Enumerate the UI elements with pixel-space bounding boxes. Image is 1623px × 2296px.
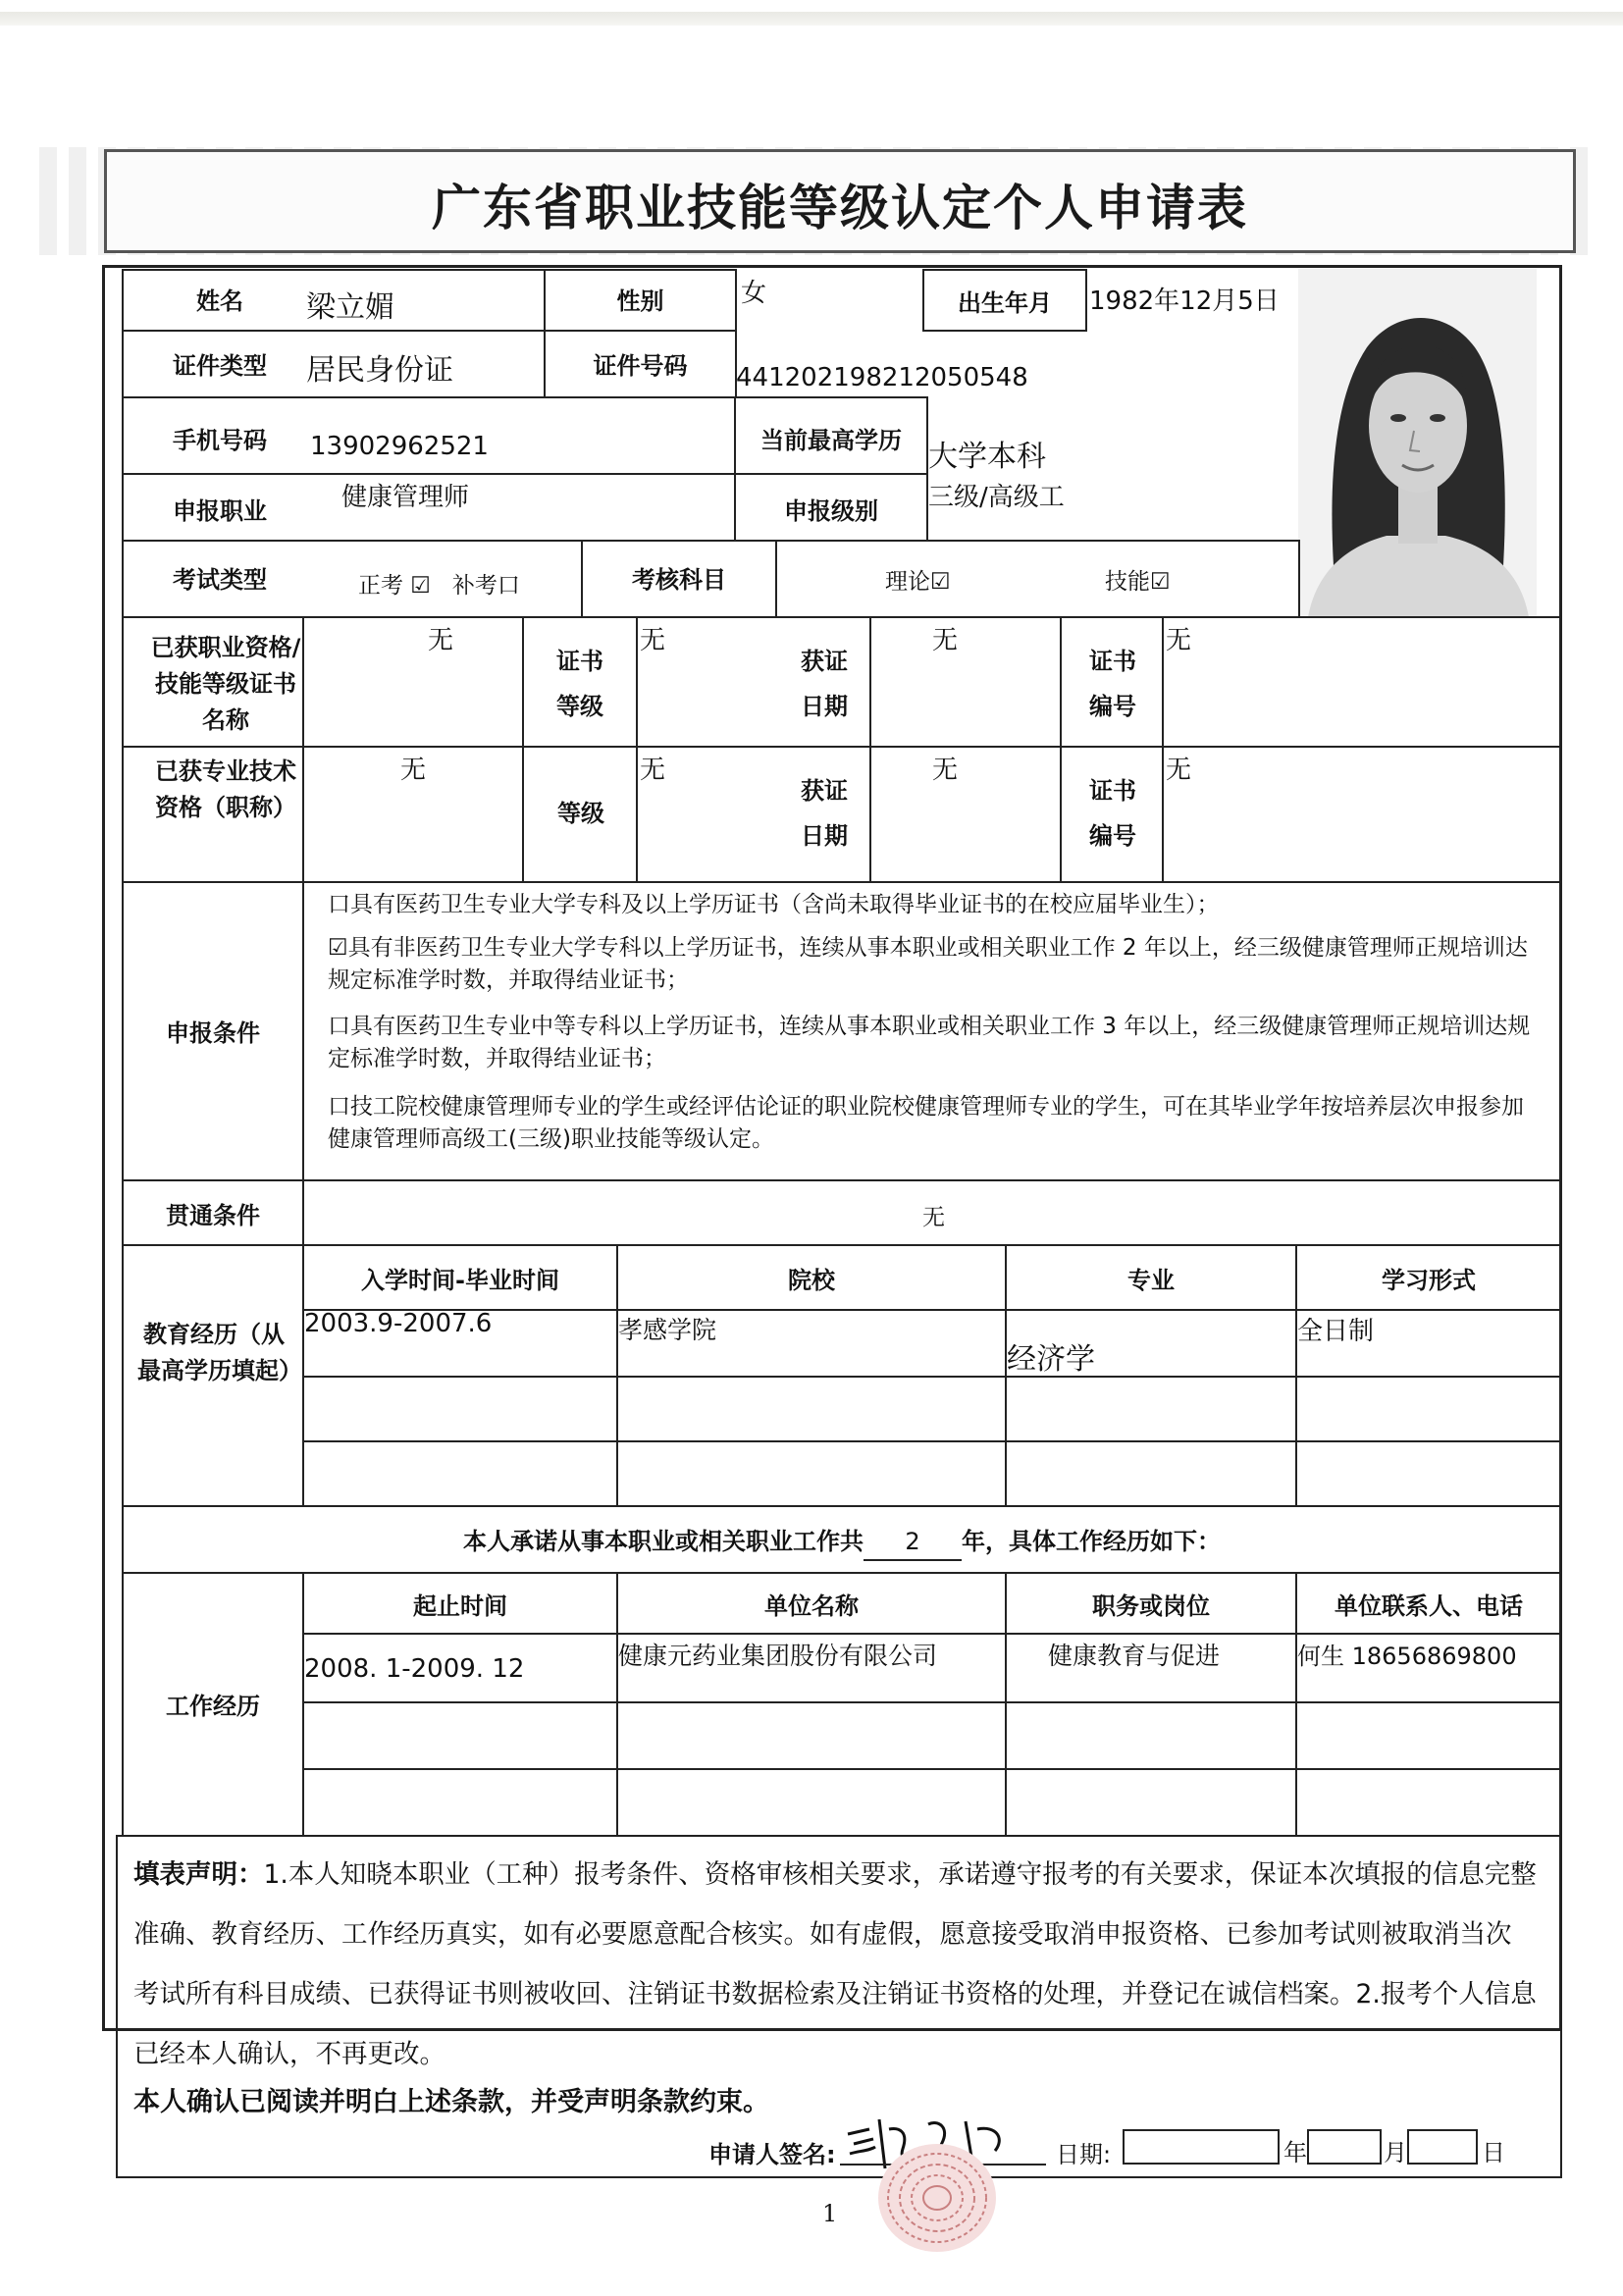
declaration-body: 1.本人知晓本职业（工种）报考条件、资格审核相关要求，承诺遵守报考的有关要求，保证本次填报的信息完整准确、教育经历、工作经历真实，如有必要愿意配合核实。如有虚假，愿意接受取消申报资格、已参加考试则被取消当次考试所有科目成绩、已获得证书则被收回、注销证书数据检索及注销证书资格的处理，并登记在诚信档案。2.报考个人信息已经本人确认，不再更改。: [133, 1859, 1537, 2069]
commit-years: [864, 1525, 962, 1561]
name-label: 姓名: [196, 287, 243, 315]
cert2-no: 无: [1166, 756, 1192, 785]
work-cell: [302, 1768, 618, 1837]
birth-value: 1982年12月5日: [1089, 287, 1280, 316]
edu-cell: [1005, 1440, 1297, 1507]
edu-row1-school: 孝感学院: [618, 1316, 717, 1344]
work-label: 工作经历: [166, 1693, 260, 1720]
declaration-confirm: 本人确认已阅读并明白上述条款，并受声明条款约束。: [133, 2087, 769, 2117]
work-header-4: 单位联系人、电话: [1335, 1592, 1523, 1620]
cert1-no-label: 证书编号: [1089, 648, 1136, 720]
date-label: 日期:: [1056, 2141, 1112, 2168]
guantong-value: 无: [922, 1205, 945, 1230]
edu-value: 大学本科: [928, 440, 1046, 474]
condition-text-4: 技工院校健康管理师专业的学生或经评估论证的职业院校健康管理师专业的学生，可在其毕业学年按培养层次申报参加健康管理师高级工(三级)职业技能等级认定。: [328, 1094, 1524, 1153]
phone-value: 13902962521: [310, 432, 489, 461]
idno-value: 441202198212050548: [736, 363, 1028, 392]
sign-label: 申请人签名:: [708, 2141, 836, 2168]
year-label: 年: [1283, 2139, 1307, 2166]
condition-item-1: [328, 889, 1544, 921]
cert2-date: 无: [932, 756, 959, 785]
commit-years-value: 2: [905, 1528, 920, 1555]
condition-text-3: 具有医药卫生专业中等专科以上学历证书，连续从事本职业或相关职业工作 3 年以上，经三级健康管理师正规培训达规定标准学时数，并取得结业证书；: [328, 1014, 1531, 1072]
guantong-label: 贯通条件: [166, 1202, 260, 1229]
work-row1-contact: 何生 18656869800: [1297, 1643, 1517, 1670]
cert1-date-label: 获证日期: [801, 648, 848, 720]
edu-cell: [1295, 1376, 1562, 1442]
cert1-name: 无: [428, 626, 454, 655]
applicant-photo: [1298, 269, 1537, 617]
job-value: 健康管理师: [341, 483, 470, 512]
jineng-label: 技能: [1105, 569, 1150, 595]
cert1-label: 已获职业资格/技能等级证书名称: [150, 634, 301, 735]
condition-mark-1: 口: [328, 892, 350, 917]
day-label: 日: [1482, 2139, 1505, 2166]
cert2-label: 已获专业技术资格（职称）: [155, 757, 296, 822]
work-cell: [1295, 1768, 1562, 1837]
condition-text-1: 具有医药卫生专业大学专科及以上学历证书（含尚未取得毕业证书的在校应届毕业生）；: [350, 892, 1220, 917]
edu-cell: [616, 1440, 1007, 1507]
guantong-row: [122, 1179, 1562, 1246]
work-cell: [302, 1701, 618, 1770]
level-label: 申报级别: [784, 497, 878, 525]
scan-edge: [0, 12, 1623, 26]
subject-label: 考核科目: [632, 566, 726, 594]
lilun-check: 理论☑: [885, 569, 951, 595]
edu-row1-period: 2003.9-2007.6: [304, 1309, 493, 1338]
condition-mark-2: ☑: [328, 935, 348, 961]
condition-item-4: [328, 1091, 1544, 1157]
edu-header-3: 专业: [1127, 1267, 1175, 1294]
idtype-value: 居民身份证: [306, 353, 453, 388]
cert2-grade-label: 等级: [557, 800, 604, 827]
idtype-label: 证件类型: [173, 352, 267, 380]
birth-label: 出生年月: [958, 289, 1052, 317]
cert2-name: 无: [400, 756, 427, 785]
condition-text-2: 具有非医药卫生专业大学专科以上学历证书，连续从事本职业或相关职业工作 2 年以上，经三级健康管理师正规培训达规定标准学时数，并取得结业证书；: [328, 935, 1528, 994]
conditions-label: 申报条件: [166, 1019, 260, 1047]
edu-header-4: 学习形式: [1382, 1267, 1476, 1294]
work-header-1: 起止时间: [413, 1592, 507, 1620]
commit-text: [122, 1525, 1562, 1561]
bukao-label: 补考口: [451, 573, 520, 599]
edu-cell: [1005, 1376, 1297, 1442]
work-header-2: 单位名称: [764, 1592, 859, 1620]
name-value: 梁立媚: [306, 290, 394, 325]
jineng-check: 技能☑: [1105, 569, 1171, 595]
commit-prefix: 本人承诺从事本职业或相关职业工作共: [463, 1528, 864, 1555]
declaration-lead: 填表声明：: [133, 1859, 264, 1890]
cert1-grade-label: 证书等级: [556, 648, 603, 720]
declaration-text: [133, 1845, 1537, 2084]
work-header-3: 职务或岗位: [1092, 1592, 1210, 1620]
page-number: 1: [822, 2200, 838, 2227]
cert2-date-label: 获证日期: [801, 777, 848, 850]
edu-cell: [302, 1440, 618, 1507]
cert2-no-label: 证书编号: [1089, 777, 1136, 850]
gender-value: 女: [741, 279, 767, 308]
zhengkao-label: 正考: [358, 573, 403, 599]
fingerprint: [873, 2139, 1001, 2257]
work-row1-period: 2008. 1-2009. 12: [304, 1654, 525, 1684]
condition-mark-3: 口: [328, 1014, 350, 1039]
condition-mark-4: 口: [328, 1094, 350, 1120]
cell-subject-values: [775, 540, 1300, 618]
work-cell: [616, 1768, 1007, 1837]
cert1-date-label-cell: [869, 616, 1062, 748]
edu-row1-major: 经济学: [1007, 1342, 1095, 1377]
education-label: 教育经历（从最高学历填起）: [137, 1321, 302, 1385]
edu-label: 当前最高学历: [760, 427, 902, 454]
condition-item-2: [328, 932, 1544, 998]
cert1-date: 无: [932, 626, 959, 655]
zhengkao: 正考 ☑ 补考口: [358, 573, 520, 599]
job-label: 申报职业: [173, 497, 267, 525]
date-day-box: [1407, 2129, 1478, 2165]
work-cell: [616, 1701, 1007, 1770]
month-label: 月: [1384, 2139, 1407, 2166]
edu-cell: [616, 1376, 1007, 1442]
form-title: 广东省职业技能等级认定个人申请表: [432, 179, 1248, 236]
work-row1-company: 健康元药业集团股份有限公司: [618, 1642, 938, 1670]
date-month-box: [1307, 2129, 1382, 2165]
condition-item-3: [328, 1011, 1544, 1076]
work-cell: [1005, 1701, 1297, 1770]
cert1-grade: 无: [640, 626, 666, 655]
edu-cell: [302, 1376, 618, 1442]
idno-label: 证件号码: [593, 352, 688, 380]
work-cell: [1005, 1768, 1297, 1837]
date-year-box: [1123, 2129, 1280, 2165]
cert1-name-cell: [302, 616, 524, 748]
edu-header-2: 院校: [788, 1267, 835, 1294]
level-value: 三级/高级工: [928, 483, 1065, 512]
exam-type-label: 考试类型: [173, 566, 267, 594]
cert1-no: 无: [1166, 626, 1192, 655]
commit-suffix: 年，具体工作经历如下：: [962, 1528, 1221, 1555]
lilun-label: 理论: [885, 569, 930, 595]
gender-label: 性别: [616, 287, 664, 315]
cert2-date-label-cell: [869, 746, 1062, 883]
edu-cell: [1295, 1440, 1562, 1507]
edu-row1-form: 全日制: [1297, 1317, 1375, 1346]
work-cell: [1295, 1701, 1562, 1770]
work-row1-position: 健康教育与促进: [1048, 1642, 1221, 1670]
phone-label: 手机号码: [173, 427, 267, 454]
cert2-grade: 无: [640, 756, 666, 785]
edu-header-1: 入学时间-毕业时间: [361, 1267, 559, 1294]
